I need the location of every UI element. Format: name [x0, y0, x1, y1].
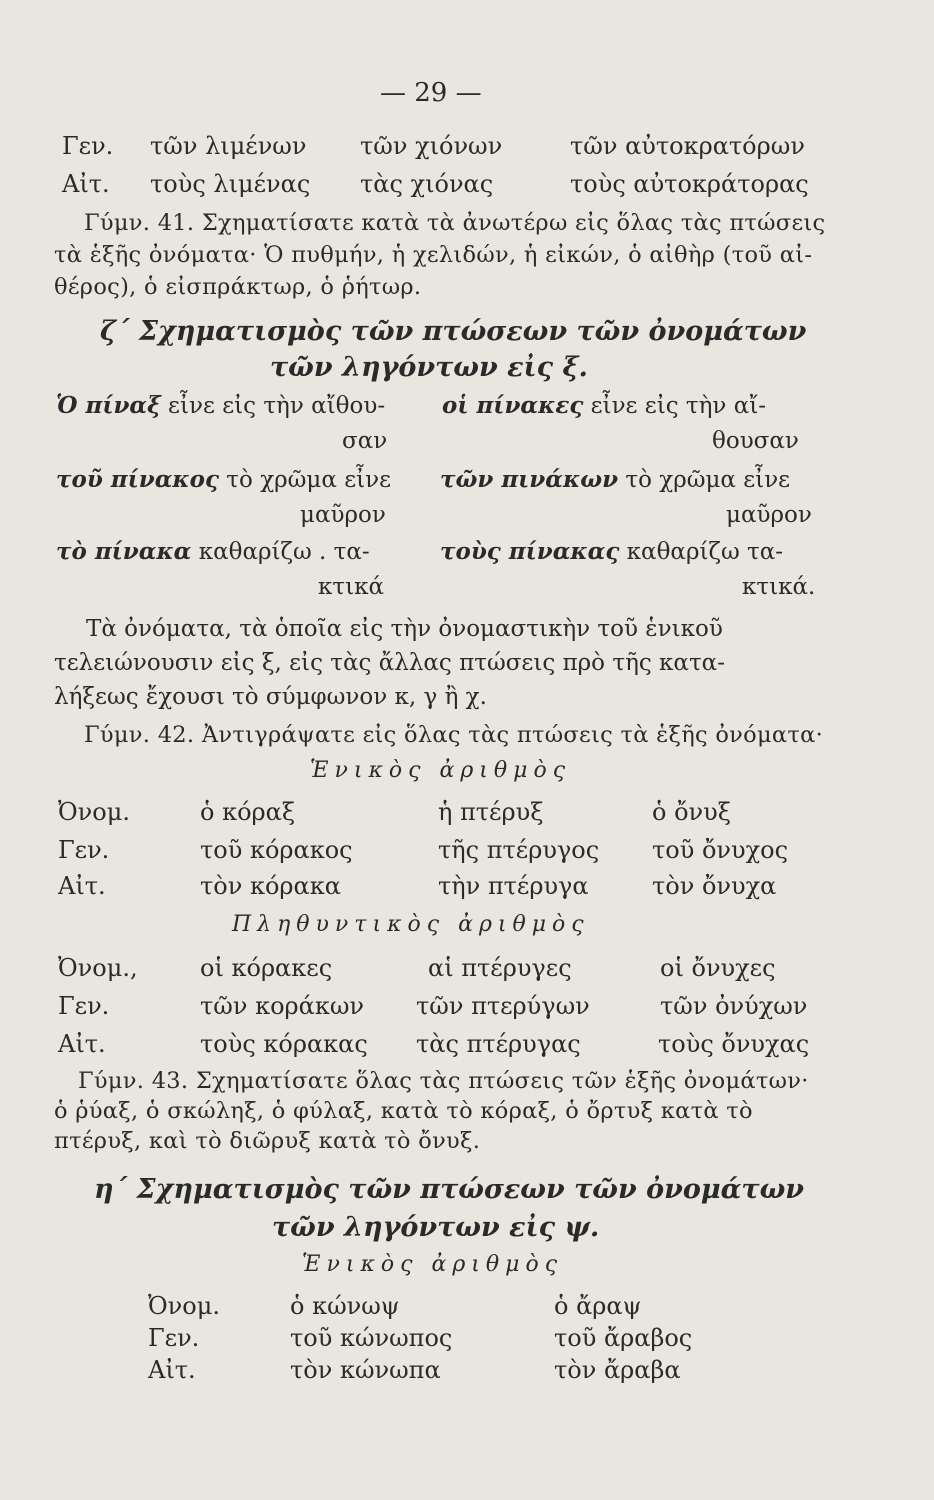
table-cell: τὸν ἄραβα	[554, 1356, 681, 1384]
table-cell: οἱ κόρακες	[200, 954, 333, 982]
table-cell: τῶν ὀνύχων	[660, 992, 808, 1020]
example-word: οἱ πίνακες	[442, 392, 584, 419]
example-word: τῶν πινάκων	[440, 466, 619, 493]
table-cell: ὁ κόραξ	[200, 798, 296, 826]
table-cell: τὰς πτέρυγας	[416, 1030, 581, 1058]
example-line	[440, 538, 783, 565]
case-label: Αἰτ.	[58, 1030, 106, 1058]
exercise-43-line: ὁ ῥύαξ, ὁ σκώληξ, ὁ φύλαξ, κατὰ τὸ κόραξ, ὁ ὄρτυξ κατὰ τὸ	[54, 1098, 753, 1124]
case-label: Γεν.	[58, 992, 110, 1020]
example-word: τὸ πίνακα	[56, 538, 192, 565]
example-line: κτικά.	[742, 574, 816, 600]
table-cell: τῶν πτερύγων	[416, 992, 590, 1020]
table-cell: τοῦ κόρακος	[200, 836, 353, 864]
table-cell: τὸν κώνωπα	[290, 1356, 441, 1384]
table-cell: τῶν κοράκων	[200, 992, 364, 1020]
section-heading: τῶν ληγόντων εἰς ψ.	[272, 1212, 600, 1243]
example-text: εἶνε εἰς τὴν αἴθου-	[160, 393, 386, 419]
example-line: σαν	[342, 428, 388, 454]
table-cell: τὸν ὄνυχα	[652, 872, 777, 900]
section-heading: τῶν ληγόντων εἰς ξ.	[270, 352, 588, 383]
example-line	[56, 466, 391, 493]
example-line	[56, 538, 370, 565]
table-cell: τὴν πτέρυγα	[438, 872, 589, 900]
table-cell: τοὺς ὄνυχας	[658, 1030, 810, 1058]
case-label: Ὀνομ.,	[58, 954, 138, 982]
case-label: Ὀνομ.	[148, 1292, 220, 1320]
example-text: καθαρίζω τα-	[619, 539, 784, 565]
table-cell: αἱ πτέρυγες	[428, 954, 572, 982]
exercise-41-line: τὰ ἑξῆς ὀνόματα· Ὁ πυθμήν, ἡ χελιδών, ἡ εἰκών, ὁ αἰθὴρ (τοῦ αἰ-	[54, 242, 813, 268]
example-word: Ὁ πίναξ	[56, 392, 161, 419]
example-text: εἶνε εἰς τὴν αἴ-	[583, 393, 767, 419]
table-cell: τοῦ κώνωπος	[290, 1324, 453, 1352]
example-line	[440, 466, 790, 493]
example-line: θουσαν	[712, 428, 799, 454]
example-line: μαῦρον	[300, 502, 386, 528]
exercise-41-line: Γύμν. 41. Σχηματίσατε κατὰ τὰ ἀνωτέρω εἰς ὅλας τὰς πτώσεις	[84, 210, 826, 236]
number-label: Ἑνικὸς ἀριθμὸς	[302, 1252, 564, 1277]
table-cell: τὰς χιόνας	[360, 170, 494, 198]
table-cell: τοὺς λιμένας	[150, 170, 311, 198]
example-line	[56, 392, 385, 419]
table-cell: ἡ πτέρυξ	[438, 798, 544, 826]
table-cell: ὁ κώνωψ	[290, 1292, 400, 1320]
example-text: τὸ χρῶμα εἶνε	[219, 467, 392, 493]
example-line: μαῦρον	[726, 502, 812, 528]
case-label: Γεν.	[62, 132, 114, 160]
number-label: Πληθυντικὸς ἀριθμὸς	[232, 912, 590, 937]
example-text: καθαρίζω . τα-	[191, 539, 370, 565]
table-cell: ὁ ὄνυξ	[652, 798, 731, 826]
table-cell: οἱ ὄνυχες	[660, 954, 776, 982]
table-cell: ὁ ἄραψ	[554, 1292, 642, 1320]
table-cell: τὸν κόρακα	[200, 872, 341, 900]
case-label: Αἰτ.	[148, 1356, 196, 1384]
case-label: Αἰτ.	[62, 170, 110, 198]
case-label: Αἰτ.	[58, 872, 106, 900]
case-label: Γεν.	[58, 836, 110, 864]
table-cell: τοῦ ὄνυχος	[652, 836, 789, 864]
section-heading: η΄ Σχηματισμὸς τῶν πτώσεων τῶν ὀνομάτων	[94, 1174, 805, 1205]
table-cell: τῶν λιμένων	[150, 132, 307, 160]
rule-line: Τὰ ὀνόματα, τὰ ὁποῖα εἰς τὴν ὀνομαστικὴν τοῦ ἑνικοῦ	[86, 616, 723, 642]
table-cell: τῆς πτέρυγος	[438, 836, 600, 864]
exercise-43-line: Γύμν. 43. Σχηματίσατε ὅλας τὰς πτώσεις τῶν ἑξῆς ὀνομάτων·	[78, 1068, 809, 1094]
rule-line: λήξεως ἔχουσι τὸ σύμφωνον κ, γ ἢ χ.	[54, 684, 487, 710]
example-line: κτικά	[318, 574, 385, 600]
table-cell: τοῦ ἄραβος	[554, 1324, 693, 1352]
example-line	[442, 392, 766, 419]
case-label: Γεν.	[148, 1324, 200, 1352]
rule-line: τελειώνουσιν εἰς ξ, εἰς τὰς ἄλλας πτώσεις πρὸ τῆς κατα-	[54, 650, 725, 676]
example-text: τὸ χρῶμα εἶνε	[618, 467, 791, 493]
exercise-43-line: πτέρυξ, καὶ τὸ διῶρυξ κατὰ τὸ ὄνυξ.	[54, 1128, 481, 1154]
exercise-42-line: Γύμν. 42. Ἀντιγράψατε εἰς ὅλας τὰς πτώσεις τὰ ἑξῆς ὀνόματα·	[84, 722, 824, 748]
case-label: Ὀνομ.	[58, 798, 130, 826]
page-number: — 29 —	[380, 78, 482, 108]
table-cell: τῶν αὐτοκρατόρων	[570, 132, 805, 160]
example-word: τοὺς πίνακας	[440, 538, 620, 565]
exercise-41-line: θέρος), ὁ εἰσπράκτωρ, ὁ ῥήτωρ.	[54, 274, 422, 300]
table-cell: τοὺς κόρακας	[200, 1030, 368, 1058]
section-heading: ζ΄ Σχηματισμὸς τῶν πτώσεων τῶν ὀνομάτων	[100, 316, 807, 347]
table-cell: τῶν χιόνων	[360, 132, 503, 160]
number-label: Ἑνικὸς ἀριθμὸς	[310, 758, 572, 783]
example-word: τοῦ πίνακος	[56, 466, 219, 493]
table-cell: τοὺς αὐτοκράτορας	[570, 170, 809, 198]
